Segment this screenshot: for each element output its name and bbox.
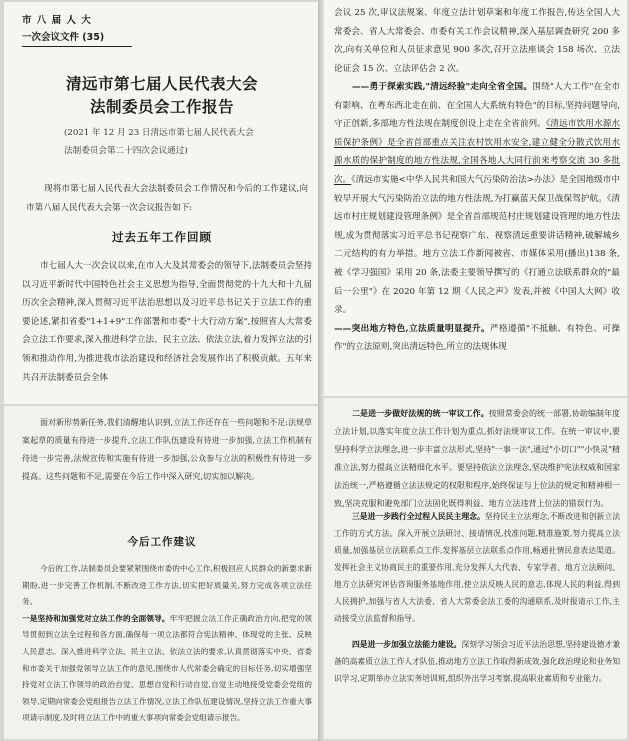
report-title-line-2: 法制委员会工作报告: [89, 97, 234, 116]
achievements-paragraph: [334, 78, 620, 357]
suggestion-1-text: 牢牢把握立法工作正确政治方向,把党的领导贯彻到立法全过程和各方面,确保每一项立法都符合宪法精神、体现党的主张、反映人民意志。深入推进科学立法、民主立法、依法立法的要求,认真贯彻落实中央、省委和市委关于加强党领导立法工作的意见,围绕市人代常委会确定的目标任务,切实增强坚持党对立法工作领导的政治自觉、思想自觉和行动自觉,自觉主动地接受党委会党组的领导,定期向常委会党组报告立法工作情况,立法工作队伍建设情况,坚持立法工作重大事项请示制度,及时将立法工作中的重大事项向常委会党组请示报告。: [22, 613, 313, 723]
achievement-text-1: 围绕"人大工作"在全市有影响、在粤东西北走在前、在全国人大系统有特色"的目标,坚持问题导向,守正创新,多部地方性法规在制度创设上走在全省前列。: [334, 82, 621, 130]
review-paragraph: 市七届人大一次会议以来,在市人大及其常委会的领导下,法制委员会坚持以习近平新时代中国特色社会主义思想为指导,全面贯彻党的十九大和十九届历次全会精神,深入贯彻习近平法治思想以及习近平总书记关于立法工作的重要论述,紧扣省委"1+1+9"工作部署和市委"十大行动方案",按照省人大常委会立法工作要求,深入推进科学立法、民主立法、依法立法,着力发挥立法的引领和推动作用,为推进我市法治建设和经济社会发展作出了积极贡献。五年来共召开法制委员会全体: [22, 261, 312, 383]
suggestions-intro: 今后的工作,法制委员会要紧紧围绕市委的中心工作,积极回应人民群众的新要求新期盼,进一步完善工作机制,不断改进工作方法,切实把好质量关,努力完成各项立法任务。: [22, 564, 312, 607]
suggestion-2-text: 按照常委会的统一部署,协助编制年度立法计划,以落实年度立法工作计划为重点,抓好法规审议工作。在统一审议中,要坚持科学立法理念,进一步丰富立法形式,坚持"一事一法",通过"小切口""小快灵"精准立法,努力提高立法精细化水平。要坚持依法立法理念,坚决维护宪法权威和国家法治统一,严格遵循立法法规定的权限和程序,始终保证与上位法的规定和精神相一致,坚决克服和避免部门立法固化既得利益、地方立法违背上位法的错误行为。: [334, 409, 620, 508]
achievement-heading-2: ——突出地方特色,立法质量明显提升。: [334, 323, 491, 334]
suggestions-paragraph: [22, 561, 312, 727]
suggestion-4-title: 四是进一步加强立法能力建设。: [352, 640, 462, 649]
left-page-bottom: [4, 406, 320, 739]
intro-paragraph: 现将市第七届人民代表大会法制委员会工作情况和今后的工作建议,向市第八届人民代表大会第一次会议报告如下:: [26, 184, 308, 213]
left-page-top: [4, 2, 320, 404]
right-page-bottom: [324, 398, 627, 739]
series-divider: [22, 46, 132, 47]
suggestion-2-paragraph: [334, 404, 620, 513]
achievement-text-2: 《清远市实施<中华人民共和国大气污染防治法>办法》是全国地级市中较早开展大气污染防治立法的地方性法规,为打赢蓝天保卫战保驾护航。《清远市村庄规划建设管理条例》是全省首部规范村庄规划建设管理的地方性法规,成为贯彻落实习近平总书记视察广东、视察清远重要讲话精神,破解城乡二元结构的有力举措。地方立法工作新闻被省、市媒体采用(播出)138 条,被《学习强国》采用 20 条,法委主要领导撰写的《打通立法联系群众的"最后一公里"》在 2020 年第 12 期《人民之声》发表,并被《中国人大网》收录。: [334, 174, 620, 316]
suggestion-2-title: 二是进一步做好法规的统一审议工作。: [352, 408, 489, 418]
achievement-heading-1: ——勇于探索实践,"清远经验"走向全省全国。: [352, 82, 533, 92]
suggestion-3-paragraph: [334, 508, 620, 627]
problems-paragraph: 面对新形势新任务,我们清醒地认识到,立法工作还存在一些问题和不足:法规草案起草的质量有待进一步提升,立法工作队伍建设有待进一步加强,立法工作机制有待进一步完善,法规宣传和实施有待进一步加强,公众参与立法的积极性有待进一步提高。这些问题和不足,需要在今后工作中深入研究,切实加以解决。: [22, 418, 312, 481]
achievement-text-3: 严格遵循"不抵触、有特色、可操作"的立法原则,突出清远特色,所立的法规体现: [334, 323, 620, 353]
section-heading-suggestions: 今后工作建议: [127, 536, 197, 548]
adoption-note-line-1: (2021 年 12 月 23 日清远市第七届人民代表大会: [64, 128, 254, 138]
adoption-note-line-2: 法制委员会第二十四次会议通过): [64, 146, 188, 156]
suggestion-1-title: 一是坚持和加强党对立法工作的全面领导。: [22, 613, 170, 623]
document-series-label: [22, 12, 104, 43]
report-title-line-1: 清远市第七届人民代表大会: [65, 74, 258, 93]
underlined-highlight: 《清远市饮用水源水质保护条例》是全省首部重点关注农村饮用水安全,建立健全分散式饮用水源水质的保护制度的地方性法规,全国各地人大同行前来考察交流 30 多批次。: [334, 119, 621, 185]
right-page: [322, 0, 629, 741]
series-line-1: 市 八 届 人 大: [22, 15, 92, 26]
suggestion-3-title: 三是进一步践行全过程人民民主理念。: [352, 512, 485, 521]
meetings-summary-paragraph: 会议 25 次,审议法规案、年度立法计划草案和年度工作报告,传达全国人大常委会、省人大常委会、市委有关工作会议精神,深入基层调查研究 200 多次,向有关单位和人员征求意见 900 多次,召开立法座谈会 158 场次、立法论证会 15 次、立法评估会 2 次。: [334, 8, 620, 74]
suggestion-4-text: 深刻学习领会习近平法治思想,坚持建设德才兼备的高素质立法工作人才队伍,推动地方立法工作取得新成效,强化政治理论和业务知识学习,定期举办立法实务培训班,组织外出学习考察,提高职业素质和专业能力。: [334, 640, 621, 683]
suggestion-3-text: 坚持民主立法理念,不断改进和创新立法工作的方式方法。深入开展立法研讨、接请情况,找准问题,精准施策,努力提高立法质量,加强基层立法联系点工作,发挥基层立法联系点作用,畅通社情民意表达渠道。发挥社会主义协商民主的重要作用,充分发挥人大代表、专家学者、地方立法顾问、地方立法研究评估咨询服务基地作用,使立法反映人民的意志,体现人民的利益,得到人民拥护,加强与省人大法委、省人大常委会法工委的沟通联系,及时报请示工作,主动接受立法监督和指导。: [334, 512, 621, 623]
section-heading-review: 过去五年工作回顾: [112, 230, 212, 244]
suggestion-4-paragraph: [334, 636, 620, 687]
series-line-2: 一次会议文件 (35): [22, 32, 105, 43]
right-page-top: [324, 0, 627, 396]
